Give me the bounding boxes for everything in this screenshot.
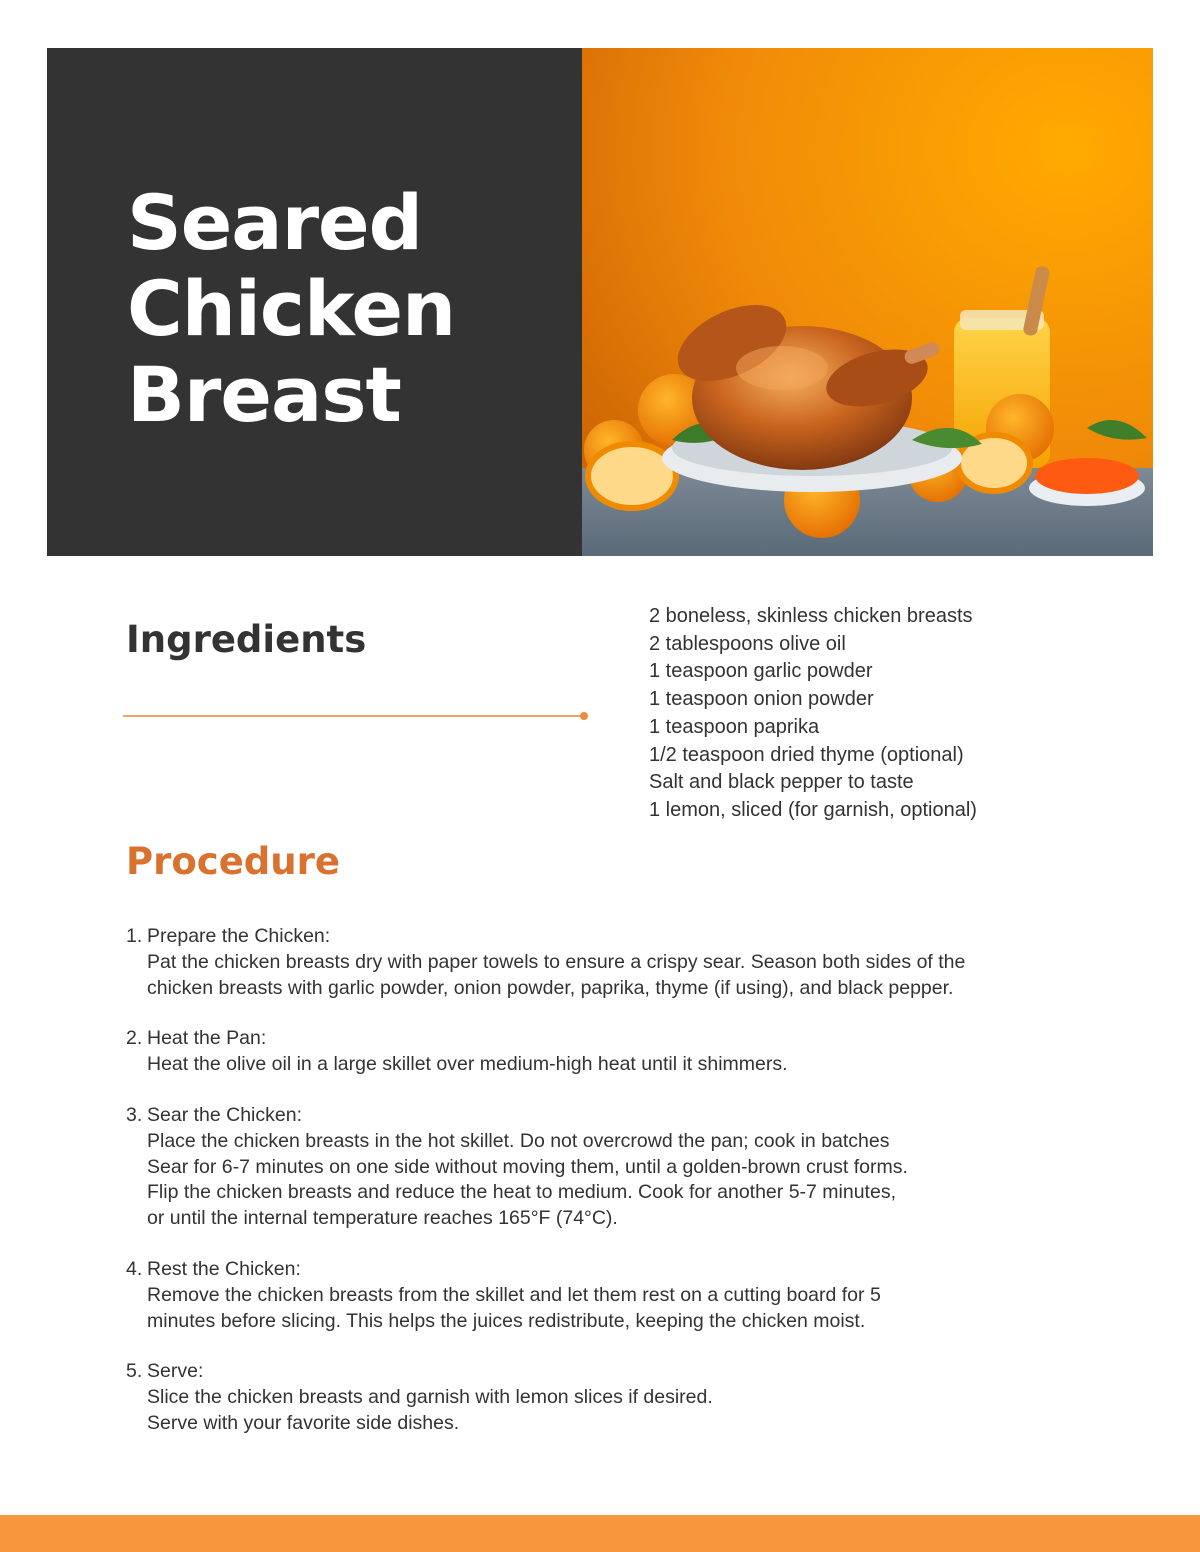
step-text-line: chicken breasts with garlic powder, onion powder, paprika, thyme (if using), and black pepper. — [147, 976, 954, 999]
step-heading: Prepare the Chicken: — [147, 925, 331, 947]
step-text-line: Place the chicken breasts in the hot skillet. Do not overcrowd the pan; cook in batches — [147, 1129, 890, 1152]
ingredient-item: 1 teaspoon paprika — [649, 715, 820, 738]
procedure-heading: Procedure — [126, 840, 340, 883]
ingredient-item: 2 tablespoons olive oil — [649, 632, 846, 655]
ingredient-item: 1/2 teaspoon dried thyme (optional) — [649, 743, 964, 766]
step-header — [126, 924, 1106, 950]
step-header — [126, 1359, 1106, 1385]
procedure-step — [126, 1026, 1106, 1078]
ingredient-item: 2 boneless, skinless chicken breasts — [649, 605, 973, 627]
title-line: Chicken — [127, 264, 456, 353]
step-header — [126, 1257, 1106, 1283]
step-text-line: Remove the chicken breasts from the skillet and let them rest on a cutting board for 5 — [147, 1283, 881, 1306]
step-text-line: Serve with your favorite side dishes. — [147, 1411, 460, 1434]
page-title — [127, 180, 455, 438]
step-text-line: Pat the chicken breasts dry with paper towels to ensure a crispy sear. Season both sides of the — [147, 950, 966, 973]
hero-banner — [47, 48, 1153, 556]
step-header — [126, 1026, 1106, 1052]
step-heading: Serve: — [147, 1360, 204, 1383]
divider-dot-icon — [580, 712, 588, 720]
step-text-line: Slice the chicken breasts and garnish with lemon slices if desired. — [147, 1386, 713, 1409]
procedure-step — [126, 1359, 1106, 1436]
procedure-step — [126, 924, 1106, 1001]
roast-chicken-photo-icon — [582, 48, 1153, 556]
step-text-line: Sear for 6-7 minutes on one side without moving them, until a golden-brown crust forms. — [147, 1155, 908, 1178]
step-heading: Rest the Chicken: — [147, 1257, 301, 1280]
ingredient-item: Salt and black pepper to taste — [649, 771, 914, 794]
ingredients-list — [649, 603, 977, 825]
ingredient-item: 1 teaspoon onion powder — [649, 688, 874, 711]
step-number: 3. — [126, 1103, 143, 1126]
procedure-step — [126, 1103, 1106, 1232]
footer-bar — [0, 1515, 1200, 1552]
ingredient-item: 1 teaspoon garlic powder — [649, 660, 873, 683]
step-text-line: Flip the chicken breasts and reduce the heat to medium. Cook for another 5-7 minutes, — [147, 1181, 896, 1204]
ingredient-item: 1 lemon, sliced (for garnish, optional) — [649, 798, 977, 821]
title-line: Seared — [127, 178, 422, 267]
step-text-line: minutes before slicing. This helps the juices redistribute, keeping the chicken moist. — [147, 1309, 866, 1332]
step-number: 5. — [126, 1360, 143, 1383]
step-number: 1. — [126, 925, 143, 947]
ingredients-heading: Ingredients — [126, 618, 367, 661]
hero-photo — [582, 48, 1153, 556]
step-number: 4. — [126, 1257, 143, 1280]
procedure-steps — [126, 924, 1106, 1462]
step-heading: Heat the Pan: — [147, 1027, 267, 1050]
procedure-step — [126, 1257, 1106, 1334]
step-header — [126, 1103, 1106, 1129]
step-heading: Sear the Chicken: — [147, 1103, 303, 1126]
step-number: 2. — [126, 1027, 143, 1050]
title-panel — [47, 48, 582, 556]
step-text-line: or until the internal temperature reaches 165°F (74°C). — [147, 1207, 618, 1230]
title-line: Breast — [127, 350, 401, 439]
ingredients-divider — [123, 715, 583, 717]
step-text-line: Heat the olive oil in a large skillet over medium-high heat until it shimmers. — [147, 1053, 788, 1076]
